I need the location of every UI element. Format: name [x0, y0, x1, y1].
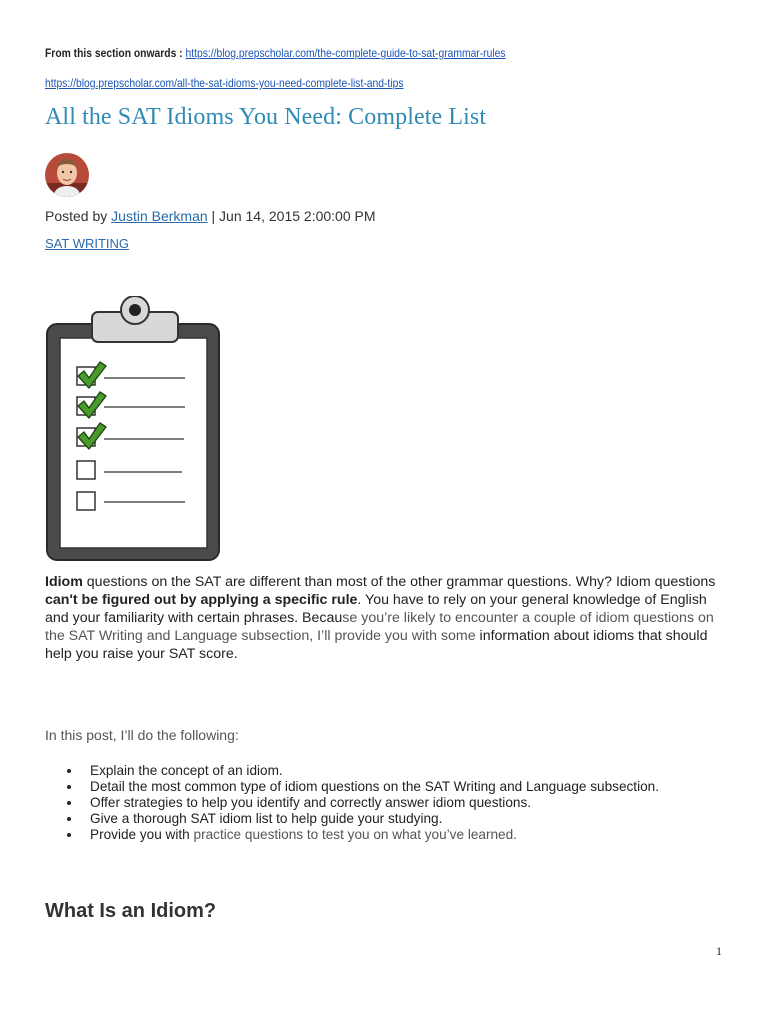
paragraph-text-1: questions on the SAT are different than most of the other grammar questions. Why? Idiom questions — [82, 574, 716, 590]
list-item — [62, 795, 659, 811]
list-item — [62, 779, 659, 795]
source-link-grammar-rules[interactable]: https://blog.prepscholar.com/the-complete-guide-to-sat-grammar-rules — [185, 46, 506, 60]
list-item-text: Explain the concept of an idiom. — [90, 763, 283, 778]
author-avatar — [45, 153, 89, 197]
source-link-sat-idioms[interactable]: https://blog.prepscholar.com/all-the-sat-idioms-you-need-complete-list-and-tips — [45, 76, 404, 90]
key-point: can't be figured out by applying a specific rule — [45, 592, 358, 609]
post-meta — [45, 208, 376, 224]
page-number: 1 — [716, 944, 722, 958]
author-link[interactable]: Justin Berkman — [111, 208, 208, 224]
post-date: | Jun 14, 2015 2:00:00 PM — [207, 208, 376, 224]
list-item-text: Offer strategies to help you identify and correctly answer idiom questions. — [90, 795, 532, 810]
list-item — [62, 811, 659, 827]
term-idiom: Idiom — [45, 574, 83, 590]
paragraph-text-4: information about idioms that should help you raise your SAT score. — [45, 628, 708, 663]
list-item-text: Give a thorough SAT idiom list to help guide your studying. — [90, 811, 443, 826]
list-item — [62, 827, 659, 843]
source-label: From this section onwards : — [45, 46, 186, 60]
category-link[interactable]: SAT WRITING — [45, 236, 130, 251]
list-item — [62, 763, 659, 779]
section-heading: What Is an Idiom? — [45, 900, 217, 922]
paragraph-text-3: se you’re likely to encounter a couple of idiom questions on the SAT Writing and Language subsection, I’ll provide you with some — [45, 610, 714, 645]
source-line-1 — [45, 46, 506, 60]
posted-by-label: Posted by — [45, 208, 112, 224]
list-item-text-soft: practice questions to test you on what you’ve learned. — [193, 827, 517, 842]
list-item-text: Detail the most common type of idiom questions on the SAT Writing and Language subsection. — [90, 779, 659, 794]
post-outline-list — [62, 763, 659, 843]
category-tag — [45, 236, 129, 251]
post-outline-intro: In this post, I’ll do the following: — [45, 727, 239, 743]
article-title: All the SAT Idioms You Need: Complete List — [45, 104, 487, 130]
clipboard-checklist-icon — [44, 296, 224, 564]
intro-paragraph — [45, 573, 725, 663]
source-line-2 — [45, 76, 403, 90]
paragraph-text-2: . You have to rely on your general knowledge of English and your familiarity with certain phrases. Becau — [45, 592, 707, 627]
list-item-text: Provide you with — [90, 827, 194, 842]
